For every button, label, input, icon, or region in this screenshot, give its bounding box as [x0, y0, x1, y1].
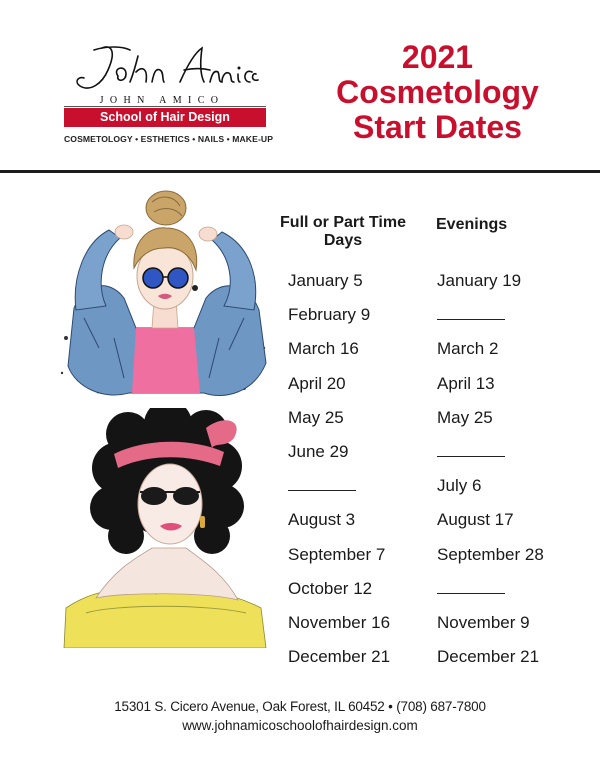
days-column-header	[276, 214, 410, 250]
illustration-woman-curly-hair	[56, 408, 276, 648]
start-date-text: August 3	[288, 510, 356, 530]
start-date-text: April 20	[288, 373, 346, 393]
start-date-text: December 21	[437, 647, 540, 667]
footer-website: www.johnamicoschoolofhairdesign.com	[182, 718, 418, 733]
start-date-text: February 9	[288, 305, 371, 325]
days-date-row	[288, 401, 390, 435]
days-date-row	[288, 538, 390, 572]
start-date-text: January 19	[437, 271, 522, 290]
blank-date-line	[437, 298, 505, 320]
start-date-text: March 2	[437, 339, 499, 359]
evenings-date-row	[437, 264, 544, 298]
start-date-text: June 29	[288, 441, 349, 461]
evenings-date-row	[437, 503, 544, 537]
days-date-row	[288, 332, 390, 366]
blank-date-line	[437, 435, 505, 457]
days-date-row	[288, 367, 390, 401]
start-date-text: July 6	[437, 476, 482, 496]
school-logo	[62, 40, 282, 150]
start-date-text: January 5	[288, 271, 363, 290]
blank-date-line	[437, 572, 505, 594]
days-date-row	[288, 469, 390, 503]
start-date-text: August 17	[437, 510, 514, 530]
days-date-row	[288, 435, 390, 469]
evenings-column-header: Evenings	[436, 216, 508, 233]
evenings-date-row	[437, 606, 544, 640]
evenings-date-row	[437, 469, 544, 503]
logo-bar-text: School of Hair Design	[100, 110, 230, 124]
evenings-date-row	[437, 367, 544, 401]
start-date-text: November 9	[437, 612, 530, 632]
headline-year: 2021	[401, 39, 474, 75]
days-date-row	[288, 572, 390, 606]
footer	[0, 697, 600, 735]
header-divider	[0, 170, 600, 173]
logo-spaced-name: JOHN AMICO	[99, 95, 225, 106]
page-headline	[330, 40, 545, 145]
logo-school-bar	[64, 108, 266, 127]
start-date-text: September 7	[288, 544, 386, 564]
days-header-line1: Full or Part Time	[280, 214, 406, 231]
footer-address: 15301 S. Cicero Avenue, Oak Forest, IL 60452 • (708) 687-7800	[114, 699, 486, 714]
days-date-row	[288, 503, 390, 537]
start-date-text: November 16	[288, 612, 391, 632]
evenings-start-dates-list	[437, 264, 544, 674]
start-date-text: December 21	[288, 647, 391, 667]
headline-program: Cosmetology	[336, 74, 539, 110]
start-date-text: September 28	[437, 544, 544, 564]
days-date-row	[288, 640, 390, 674]
illustration-woman-sunglasses	[54, 188, 276, 403]
days-date-row	[288, 264, 390, 298]
days-start-dates-list	[288, 264, 390, 674]
evenings-date-row	[437, 640, 544, 674]
start-date-text: May 25	[288, 407, 344, 427]
evenings-date-row	[437, 298, 544, 332]
blank-date-line	[288, 469, 356, 491]
start-date-text: April 13	[437, 373, 495, 393]
evenings-date-row	[437, 538, 544, 572]
evenings-date-row	[437, 401, 544, 435]
logo-tagline: COSMETOLOGY • ESTHETICS • NAILS • MAKE-UP	[64, 134, 274, 144]
days-header-line2: Days	[323, 232, 363, 249]
evenings-date-row	[437, 435, 544, 469]
start-date-text: May 25	[437, 407, 493, 427]
signature-logo-script	[72, 42, 262, 96]
start-date-text: October 12	[288, 578, 373, 598]
evenings-date-row	[437, 332, 544, 366]
headline-subject: Start Dates	[353, 109, 522, 145]
days-date-row	[288, 606, 390, 640]
evenings-date-row	[437, 572, 544, 606]
start-date-text: March 16	[288, 339, 359, 359]
days-date-row	[288, 298, 390, 332]
